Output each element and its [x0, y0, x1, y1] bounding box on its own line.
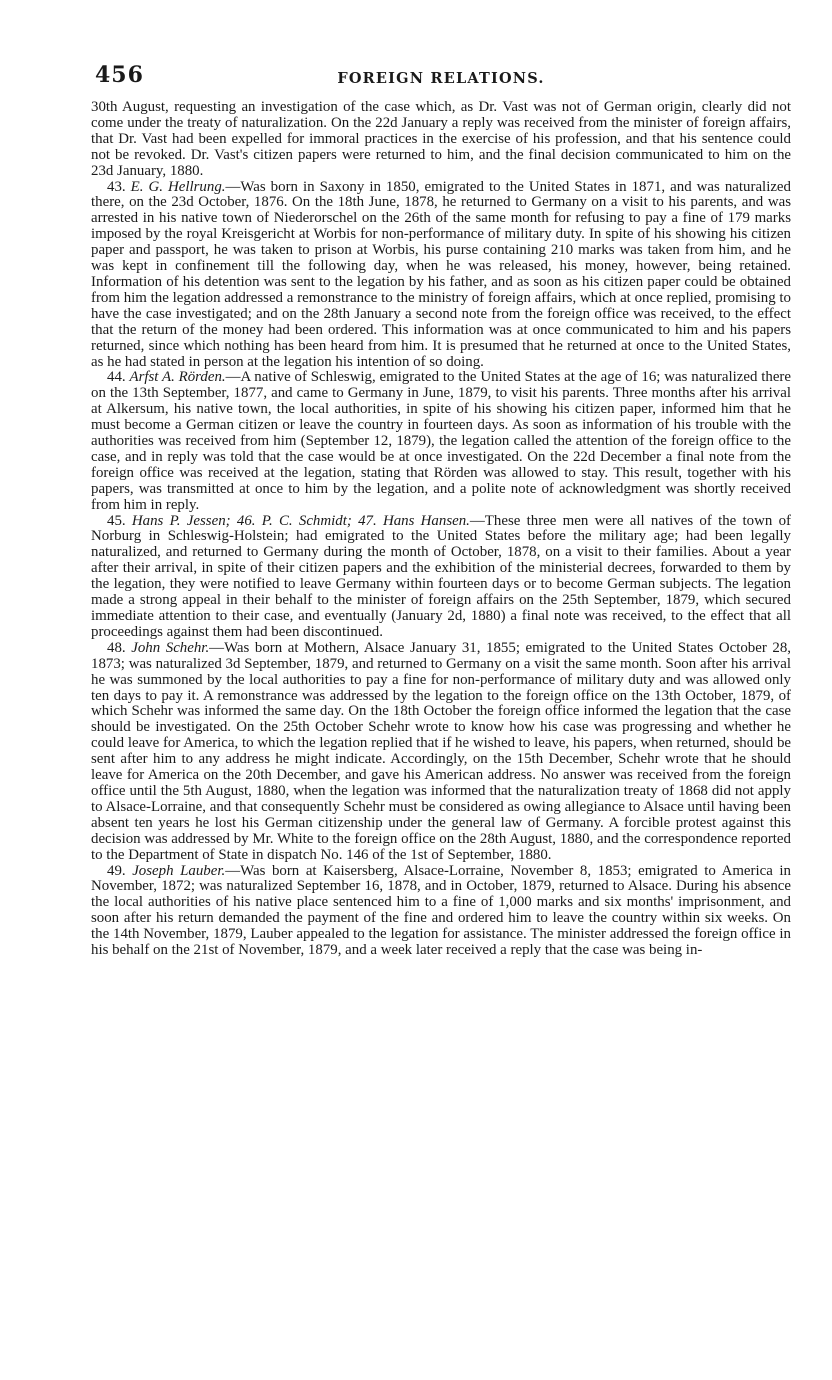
- entry-text: —Was born in Saxony in 1850, emigrated to the United States in 1871, and was naturalized there, on the 23d October, 1876. On the 18th June, 1878, he returned to Germany on a visit to his parents, and was arrested in his native town of Niederorschel on the 26th of the same month for refusing to pay a fine of 179 marks imposed by the royal Kreisgericht at Worbis for non-performance of military duty. In spite of his showing his citizen paper and passport, he was taken to prison at Worbis, his purse containing 210 marks was taken from him, and he was kept in confinement till the following day, when he was released, his money, however, being retained. Information of his detention was sent to the legation by his father, and as soon as his citizen paper could be obtained from him the legation addressed a remonstrance to the ministry of foreign affairs, which at once replied, promising to have the case investigated; and on the 28th January a second note from the foreign office was received, to the effect that the return of the money had been ordered. This information was at once communicated to him and his papers returned, since which nothing has been heard from him. It is presumed that he returned at once to the United States, as he had stated in person at the legation his intention of so doing.: [91, 178, 791, 370]
- case-entry-43: [91, 180, 791, 371]
- entry-text: —These three men were all natives of the town of Norburg in Schleswig-Holstein; had emigrated to the United States before the military age; had been legally naturalized, and returned to Germany during the month of October, 1878, on a visit to their families. About a year after their arrival, in spite of their citizen papers and the exhibition of the ministerial decrees, forwarded to them by the legation, they were notified to leave Germany within fourteen days or to become German subjects. The legation made a strong appeal in their behalf to the minister of foreign affairs on the 25th September, 1879, which secured immediate attention to their case, and eventually (January 2d, 1880) a final note was received, to the effect that all proceedings against them had been discontinued.: [91, 512, 791, 640]
- page-header: [91, 62, 791, 96]
- body-text: [91, 100, 791, 959]
- person-name: John Schehr.: [131, 639, 210, 656]
- person-name: Joseph Lauber.: [132, 862, 226, 879]
- page-number: 456: [95, 62, 144, 88]
- case-entry-48: [91, 641, 791, 864]
- paragraph-text: 30th August, requesting an investigation of the case which, as Dr. Vast was not of German origin, clearly did not come under the treaty of naturalization. On the 22d January a reply was received from the minister of foreign affairs, that Dr. Vast had been expelled for immoral practices in the exercise of his profession, and that his sentence could not be revoked. Dr. Vast's citizen papers were returned to him, and the final decision communicated to him on the 23d January, 1880.: [91, 99, 791, 179]
- person-name: Arfst A. Rörden.: [129, 369, 226, 386]
- entry-text: —A native of Schleswig, emigrated to the United States at the age of 16; was naturalized there on the 13th September, 1877, and came to Germany in June, 1879, to visit his parents. Three months after his arrival at Alkersum, his native town, the local authorities, in spite of his showing his citizen paper, informed him that he must become a German citizen or leave the country in fourteen days. As soon as information of his trouble with the authorities was received from him (September 12, 1879), the legation called the attention of the foreign office to the case, and in reply was told that the case would be at once investigated. On the 22d December a final note from the foreign office was received at the legation, stating that Rörden was allowed to stay. This result, together with his papers, was transmitted at once to him by the legation, and a polite note of acknowledgment was shortly received from him in reply.: [91, 369, 791, 513]
- case-entry-44: [91, 370, 791, 513]
- entry-number: 48.: [107, 639, 126, 656]
- entry-text: —Was born at Kaisersberg, Alsace-Lorraine, November 8, 1853; emigrated to America in November, 1872; was naturalized September 16, 1878, and in October, 1879, returned to Alsace. During his absence the local authorities of his native place sentenced him to a fine of 1,000 marks and six months' imprisonment, and soon after his return demanded the payment of the fine and ordered him to leave the country within six weeks. On the 14th November, 1879, Lauber appealed to the legation for assistance. The minister addressed the foreign office in his behalf on the 21st of November, 1879, and a week later received a reply that the case was being in-: [91, 862, 791, 959]
- entry-number: 44.: [107, 369, 126, 386]
- person-name: E. G. Hellrung.: [130, 178, 226, 195]
- case-entry-45-47: [91, 514, 791, 641]
- person-name: Hans P. Jessen; 46. P. C. Schmidt; 47. Hans Hansen.: [131, 512, 470, 529]
- document-page: [91, 62, 791, 959]
- entry-number: 45.: [107, 512, 126, 529]
- case-entry-49: [91, 864, 791, 959]
- entry-text: —Was born at Mothern, Alsace January 31, 1855; emigrated to the United States October 28, 1873; was naturalized 3d September, 1879, and returned to Germany on a visit the same month. Soon after his arrival he was summoned by the local authorities to pay a fine for non-performance of military duty and was allowed only ten days to pay it. A remonstrance was addressed by the legation to the foreign office on the 13th October, 1879, of which Schehr was informed the same day. On the 18th October the foreign office informed the legation that the case should be investigated. On the 25th October Schehr wrote to know how his case was progressing and whether he could leave for America, to which the legation replied that if he wished to leave, his papers, when returned, should be sent after him to any address he might indicate. Accordingly, on the 15th December, Schehr wrote that he should leave for America on the 20th December, and gave his American address. No answer was received from the foreign office until the 5th August, 1880, when the legation was informed that the naturalization treaty of 1868 did not apply to Alsace-Lorraine, and that consequently Schehr must be considered as owing allegiance to Alsace until having been absent ten years he lost his German citizenship under the general law of Germany. A forcible protest against this decision was addressed by Mr. White to the foreign office on the 28th August, 1880, and the correspondence reported to the Department of State in dispatch No. 146 of the 1st of September, 1880.: [91, 639, 791, 863]
- running-head: FOREIGN RELATIONS.: [337, 70, 545, 87]
- entry-number: 43.: [107, 178, 126, 195]
- entry-number: 49.: [107, 862, 126, 879]
- paragraph-continuation: [91, 100, 791, 180]
